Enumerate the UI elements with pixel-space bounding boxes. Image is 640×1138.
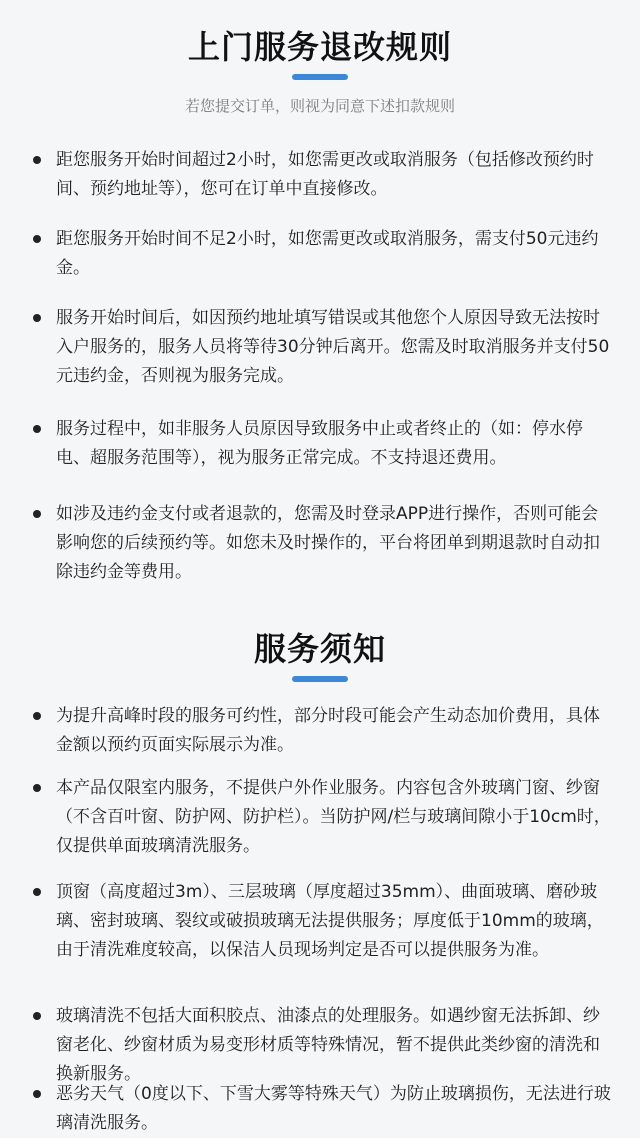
title-underline — [292, 676, 348, 682]
refund-rule-item: 服务过程中，如非服务人员原因导致服务中止或者终止的（如：停水停电、超服务范围等），视为服务正常完成。不支持退还费用。 — [56, 419, 583, 468]
section-title-service-notice: 服务须知 — [253, 630, 386, 668]
bullet-dot — [33, 1090, 41, 1098]
bullet-dot — [33, 510, 41, 518]
notice-item: 本产品仅限室内服务，不提供户外作业服务。内容包含外玻璃门窗、纱窗（不含百叶窗、防护网、防护栏）。当防护网/栏与玻璃间隙小于10cm时，仅提供单面玻璃清洗服务。 — [56, 778, 611, 856]
refund-rule-item: 服务开始时间后，如因预约地址填写错误或其他您个人原因导致无法按时入户服务的，服务人员将等待30分钟后离开。您需及时取消服务并支付50元违约金，否则视为服务完成。 — [56, 308, 610, 386]
bullet-dot — [33, 235, 41, 243]
notice-item: 为提升高峰时段的服务可约性，部分时段可能会产生动态加价费用，具体金额以预约页面实际展示为准。 — [56, 706, 600, 755]
bullet-dot — [33, 1012, 41, 1020]
refund-rule-item: 距您服务开始时间不足2小时，如您需更改或取消服务，需支付50元违约金。 — [56, 229, 599, 278]
bullet-dot — [33, 425, 41, 433]
bullet-dot — [33, 784, 41, 792]
bullet-dot — [33, 314, 41, 322]
refund-rule-item: 如涉及违约金支付或者退款的，您需及时登录APP进行操作，否则可能会影响您的后续预约等。如您未及时操作的，平台将团单到期退款时自动扣除违约金等费用。 — [56, 504, 600, 582]
notice-item: 顶窗（高度超过3m）、三层玻璃（厚度超过35mm）、曲面玻璃、磨砂玻璃、密封玻璃、裂纹或破损玻璃无法提供服务；厚度低于10mm的玻璃，由于清洗难度较高，以保洁人员现场判定是否可以提供服务为准。 — [56, 882, 604, 960]
section-title-refund-rules: 上门服务退改规则 — [187, 28, 452, 66]
notice-item: 恶劣天气（0度以下、下雪大雾等特殊天气）为防止玻璃损伤，无法进行玻璃清洗服务。 — [56, 1084, 611, 1133]
bullet-dot — [33, 156, 41, 164]
bullet-dot — [33, 888, 41, 896]
notice-item: 玻璃清洗不包括大面积胶点、油漆点的处理服务。如遇纱窗无法拆卸、纱窗老化、纱窗材质为易变形材质等特殊情况，暂不提供此类纱窗的清洗和换新服务。 — [56, 1006, 600, 1084]
refund-rules-subtitle: 若您提交订单，则视为同意下述扣款规则 — [184, 97, 455, 115]
bullet-dot — [33, 712, 41, 720]
refund-rule-item: 距您服务开始时间超过2小时，如您需更改或取消服务（包括修改预约时间、预约地址等），您可在订单中直接修改。 — [56, 150, 594, 199]
title-underline — [292, 74, 348, 80]
